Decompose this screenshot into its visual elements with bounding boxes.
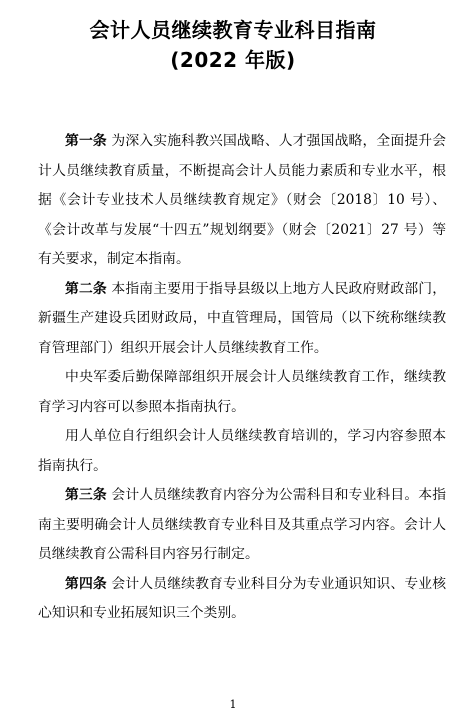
- article-text: 中央军委后勤保障部组织开展会计人员继续教育工作，继续教育学习内容可以参照本指南执行。: [38, 369, 446, 415]
- article-text: 会计人员继续教育内容分为公需科目和专业科目。本指南主要明确会计人员继续教育专业科目及其重点学习内容。会计人员继续教育公需科目内容另行制定。: [38, 487, 447, 562]
- article-text: 会计人员继续教育专业科目分为专业通识知识、专业核心知识和专业拓展知识三个类别。: [38, 575, 447, 621]
- article-text: 本指南主要用于指导县级以上地方人民政府财政部门，新疆生产建设兵团财政局，中直管理局，国管局（以下统称继续教育管理部门）组织开展会计人员继续教育工作。: [38, 280, 447, 356]
- article-text: 为深入实施科教兴国战略、人才强国战略，全面提升会计人员继续教育质量，不断提高会计人员能力素质和专业水平，根据《会计专业技术人员继续教育规定》（财会〔2018〕10 号）、《会计改革与发展“十四五”规划纲要》（财会〔2021〕27 号）等有关要求，制定本指南。: [38, 133, 447, 267]
- article-2: [38, 275, 446, 364]
- article-2-note-employer: [38, 422, 446, 481]
- article-label: 第四条: [65, 575, 107, 592]
- article-label: 第二条: [65, 280, 107, 297]
- document-edition: (2022 年版): [170, 48, 296, 72]
- article-4: [38, 570, 446, 629]
- document-body: [38, 127, 446, 629]
- article-1: [38, 127, 446, 275]
- article-label: 第一条: [65, 133, 107, 149]
- article-label: 第三条: [65, 487, 107, 503]
- article-3: [38, 481, 446, 570]
- page-number: 1: [229, 698, 237, 711]
- article-2-note-military: [38, 363, 446, 422]
- article-text: 用人单位自行组织会计人员继续教育培训的，学习内容参照本指南执行。: [38, 428, 446, 474]
- document-title: 会计人员继续教育专业科目指南: [89, 18, 377, 42]
